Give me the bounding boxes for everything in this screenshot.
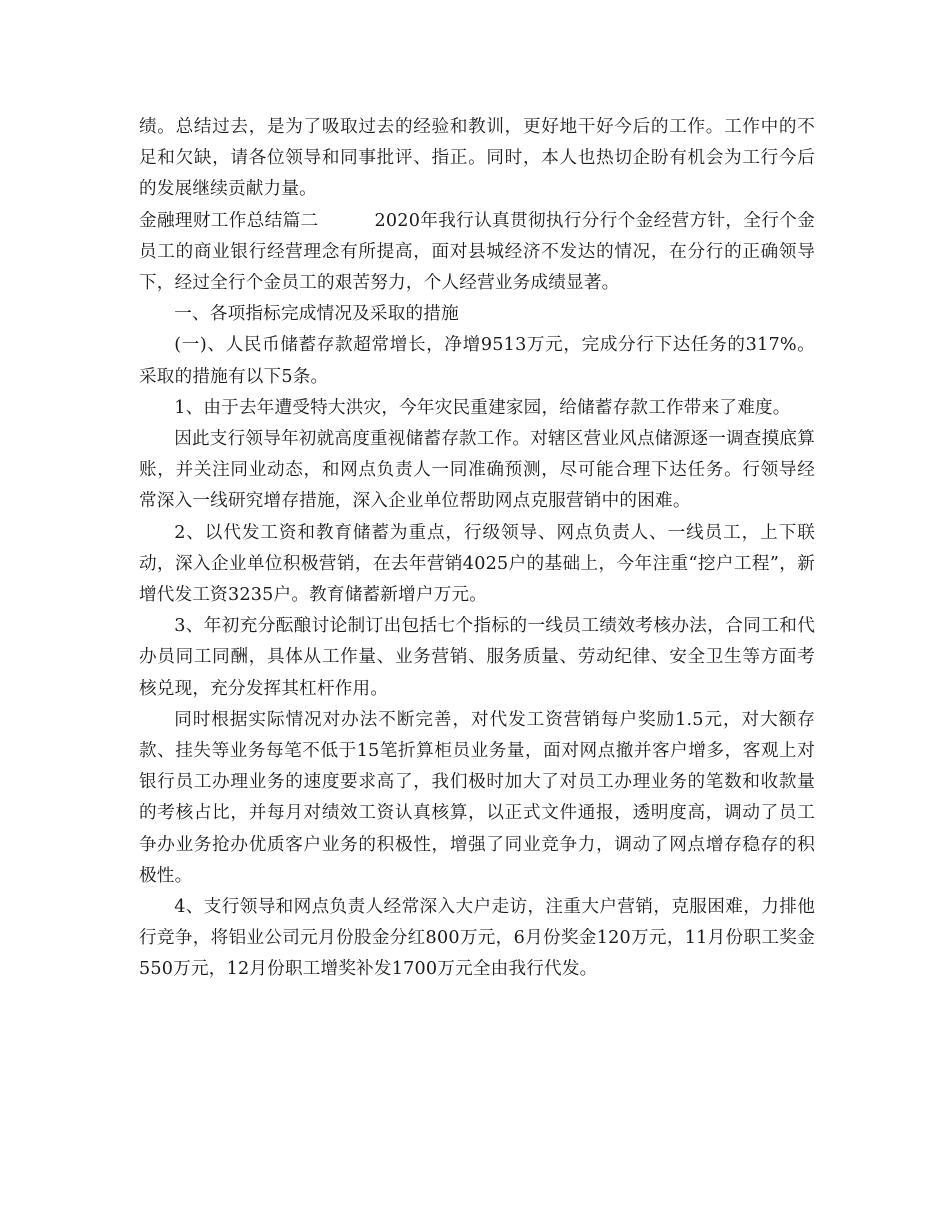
section-title: 金融理财工作总结篇二 [139, 210, 319, 231]
section-heading-paragraph [139, 206, 815, 300]
paragraph-item-3-detail: 同时根据实际情况对办法不断完善，对代发工资营销每户奖励1.5元，对大额存款、挂失等业务每笔不低于15笔折算柜员业务量，面对网点撤并客户增多，客观上对银行员工办理业务的速度要求高了，我们极时加大了对员工办理业务的笔数和收款量的考核占比，并每月对绩效工资认真核算，以正式文件通报，透明度高，调动了员工争办业务抢办优质客户业务的积极性，增强了同业竞争力，调动了网点增存稳存的积极性。 [139, 709, 815, 886]
document-body [139, 112, 815, 986]
paragraph-item-1: 1、由于去年遭受特大洪灾，今年灾民重建家园，给储蓄存款工作带来了难度。 [174, 397, 791, 418]
section-intro: 2020年我行认真贯彻执行分行个金经营方针，全行个金员工的商业银行经营理念有所提高，面对县城经济不发达的情况，在分行的正确领导下，经过全行个金员工的艰苦努力，个人经营业务成绩显著。 [139, 210, 815, 294]
paragraph-rmb-deposits: (一)、人民币储蓄存款超常增长，净增9513万元，完成分行下达任务的317%。采取的措施有以下5条。 [139, 335, 815, 387]
paragraph-item-1-detail: 因此支行领导年初就高度重视储蓄存款工作。对辖区营业风点储源逐一调查摸底算账，并关注同业动态，和网点负责人一同准确预测，尽可能合理下达任务。行领导经常深入一线研究增存措施，深入企业单位帮助网点克服营销中的困难。 [139, 429, 815, 512]
subheading-measures: 一、各项指标完成情况及采取的措施 [174, 304, 459, 325]
paragraph-item-3: 3、年初充分酝酿讨论制订出包括七个指标的一线员工绩效考核办法，合同工和代办员同工同酬，具体从工作量、业务营销、服务质量、劳动纪律、安全卫生等方面考核兑现，充分发挥其杠杆作用。 [139, 616, 815, 699]
paragraph-item-4: 4、支行领导和网点负责人经常深入大户走访，注重大户营销，克服困难，力排他行竞争，将铝业公司元月份股金分红800万元，6月份奖金120万元，11月份职工奖金550万元，12月份职工增奖补发1700万元全由我行代发。 [139, 897, 815, 980]
paragraph-item-2: 2、以代发工资和教育储蓄为重点，行级领导、网点负责人、一线员工，上下联动，深入企业单位积极营销，在去年营销4025户的基础上，今年注重“挖户工程”，新增代发工资3235户。教育储蓄新增户万元。 [139, 522, 815, 606]
paragraph-continuation: 绩。总结过去，是为了吸取过去的经验和教训，更好地干好今后的工作。工作中的不足和欠缺，请各位领导和同事批评、指正。同时，本人也热切企盼有机会为工行今后的发展继续贡献力量。 [139, 117, 815, 200]
